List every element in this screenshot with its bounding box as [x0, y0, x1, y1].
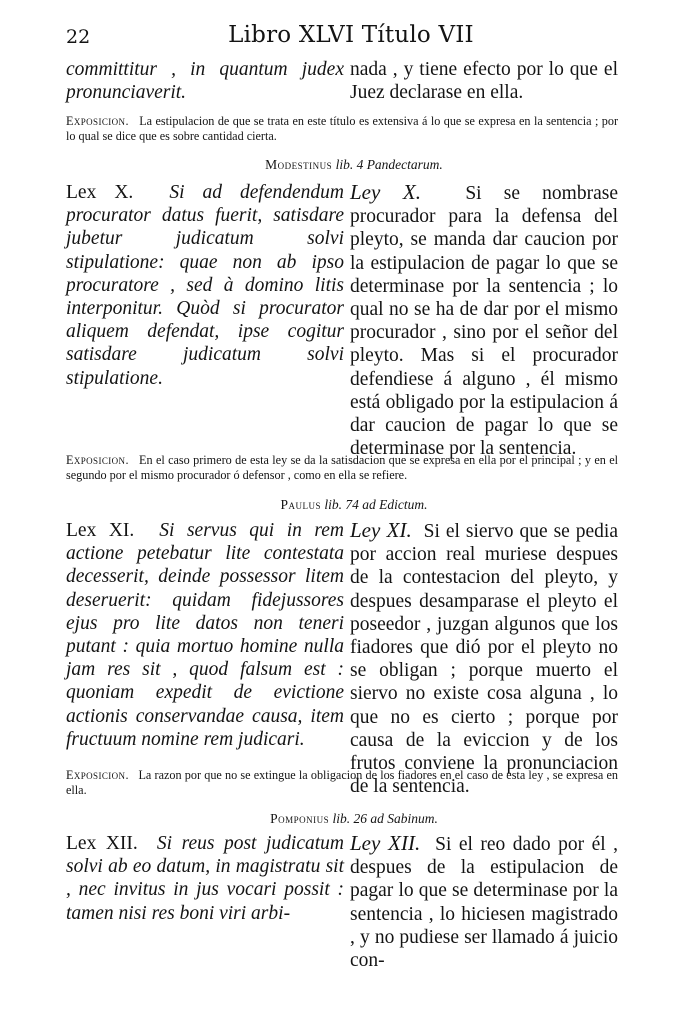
- source-author: Modestinus: [265, 157, 333, 172]
- ley-heading: Ley X.: [350, 180, 421, 204]
- latin-text: Si reus post judicatum solvi ab eo datum, in magistratu sit , nec invitus in jus vocari possit : tamen nisi res boni viri arbi-: [66, 833, 344, 924]
- spanish-column: [350, 519, 618, 798]
- latin-text: Si servus qui in rem actione petebatur lite contestata decesserit, deinde possessor litem deseruerit: quidam fidejussores ejus pro lite datos non teneri putant : quia mortuo homine nulla jam res sit , quod falsum est : quoniam expedit de evictione actionis conservandae causa, item fructuum nomine rem judicari.: [66, 520, 344, 750]
- source-reference: lib. 26 ad Sabinum.: [332, 811, 438, 826]
- ley-heading: Ley XI.: [350, 518, 412, 542]
- continuation-block: [66, 58, 618, 104]
- lex-10: [66, 181, 618, 460]
- latin-column: [66, 832, 344, 972]
- source-2: [0, 497, 682, 513]
- exposition-3: [66, 768, 618, 797]
- exposition-label: Exposicion.: [66, 768, 129, 782]
- exposition-1: [66, 114, 618, 143]
- exposition-text: La estipulacion de que se trata en este título es extensiva á lo que se expresa en la sentencia ; por lo qual se dice que es sobre cantidad cierta.: [66, 114, 619, 143]
- spanish-text: Si el reo dado por él , despues de la estipulacion de pagar lo que se determinase por la sentencia , lo hiciesen magistrado , y no pudiese ser llamado á juicio con-: [350, 834, 618, 972]
- latin-text: committitur , in quantum judex pronunciaverit.: [66, 59, 344, 103]
- ley-heading: Ley XII.: [350, 831, 421, 855]
- latin-column: [66, 181, 344, 460]
- lex-11: [66, 519, 618, 798]
- source-author: Paulus: [280, 497, 321, 512]
- exposition-label: Exposicion.: [66, 114, 129, 128]
- spanish-column: [350, 58, 618, 104]
- latin-text: Si ad defendendum procurator datus fuerit, satisdare jubetur judicatum solvi stipulatione: quae non ab ipso procuratore , sed à domino litis interponitur. Quòd si procurator aliquem defendat, ipse cogitur satisdare judicatum solvi stipulatione.: [66, 182, 344, 389]
- spanish-text: Si el siervo que se pedia por accion real muriese despues de la contestacion del pleyto, y despues desamparase el pleyto el poseedor , juzgan algunos que los fiadores que dió por el pleyto no se obligan ; porque muerto el siervo no existe cosa alguna , lo que no es cierto ; porque por causa de la eviccion y de los frutos conviene la pronunciacion de la sentencia.: [350, 521, 618, 798]
- page-number: 22: [66, 26, 91, 48]
- exposition-label: Exposicion.: [66, 453, 129, 467]
- lex-heading: Lex XII.: [66, 833, 138, 854]
- source-1: [0, 157, 682, 173]
- source-author: Pomponius: [270, 811, 330, 826]
- exposition-text: En el caso primero de esta ley se da la satisdacion que se expresa en ella por el principal ; y en el segundo por el mismo procurador ó defensor , como en ella se refiere.: [66, 453, 618, 482]
- source-reference: lib. 74 ad Edictum.: [324, 497, 428, 512]
- spanish-text: nada , y tiene efecto por lo que el Juez declarase en ella.: [350, 59, 618, 103]
- exposition-2: [66, 453, 618, 482]
- latin-column: [66, 519, 344, 798]
- lex-12: [66, 832, 618, 972]
- spanish-column: [350, 832, 618, 972]
- source-reference: lib. 4 Pandectarum.: [335, 157, 443, 172]
- source-3: [0, 811, 682, 827]
- exposition-text: La razon por que no se extingue la obligacion de los fiadores en el caso de esta ley , se expresa en ella.: [66, 768, 618, 797]
- running-title: Libro XLVI Título VII: [228, 22, 474, 48]
- spanish-text: Si se nombrase procurador para la defensa del pleyto, se manda dar caucion por la estipulacion de pagar lo que se determinase por la sentencia ; lo qual no se ha de dar por el mismo procurador , sino por el señor del pleyto. Mas si el procurador defendiese á alguno , él mismo está obligado por la estipulacion á dar caucion de pagar lo que se determinase por la sentencia.: [350, 183, 618, 460]
- latin-column: [66, 58, 344, 104]
- lex-heading: Lex X.: [66, 182, 134, 203]
- lex-heading: Lex XI.: [66, 520, 135, 541]
- spanish-column: [350, 181, 618, 460]
